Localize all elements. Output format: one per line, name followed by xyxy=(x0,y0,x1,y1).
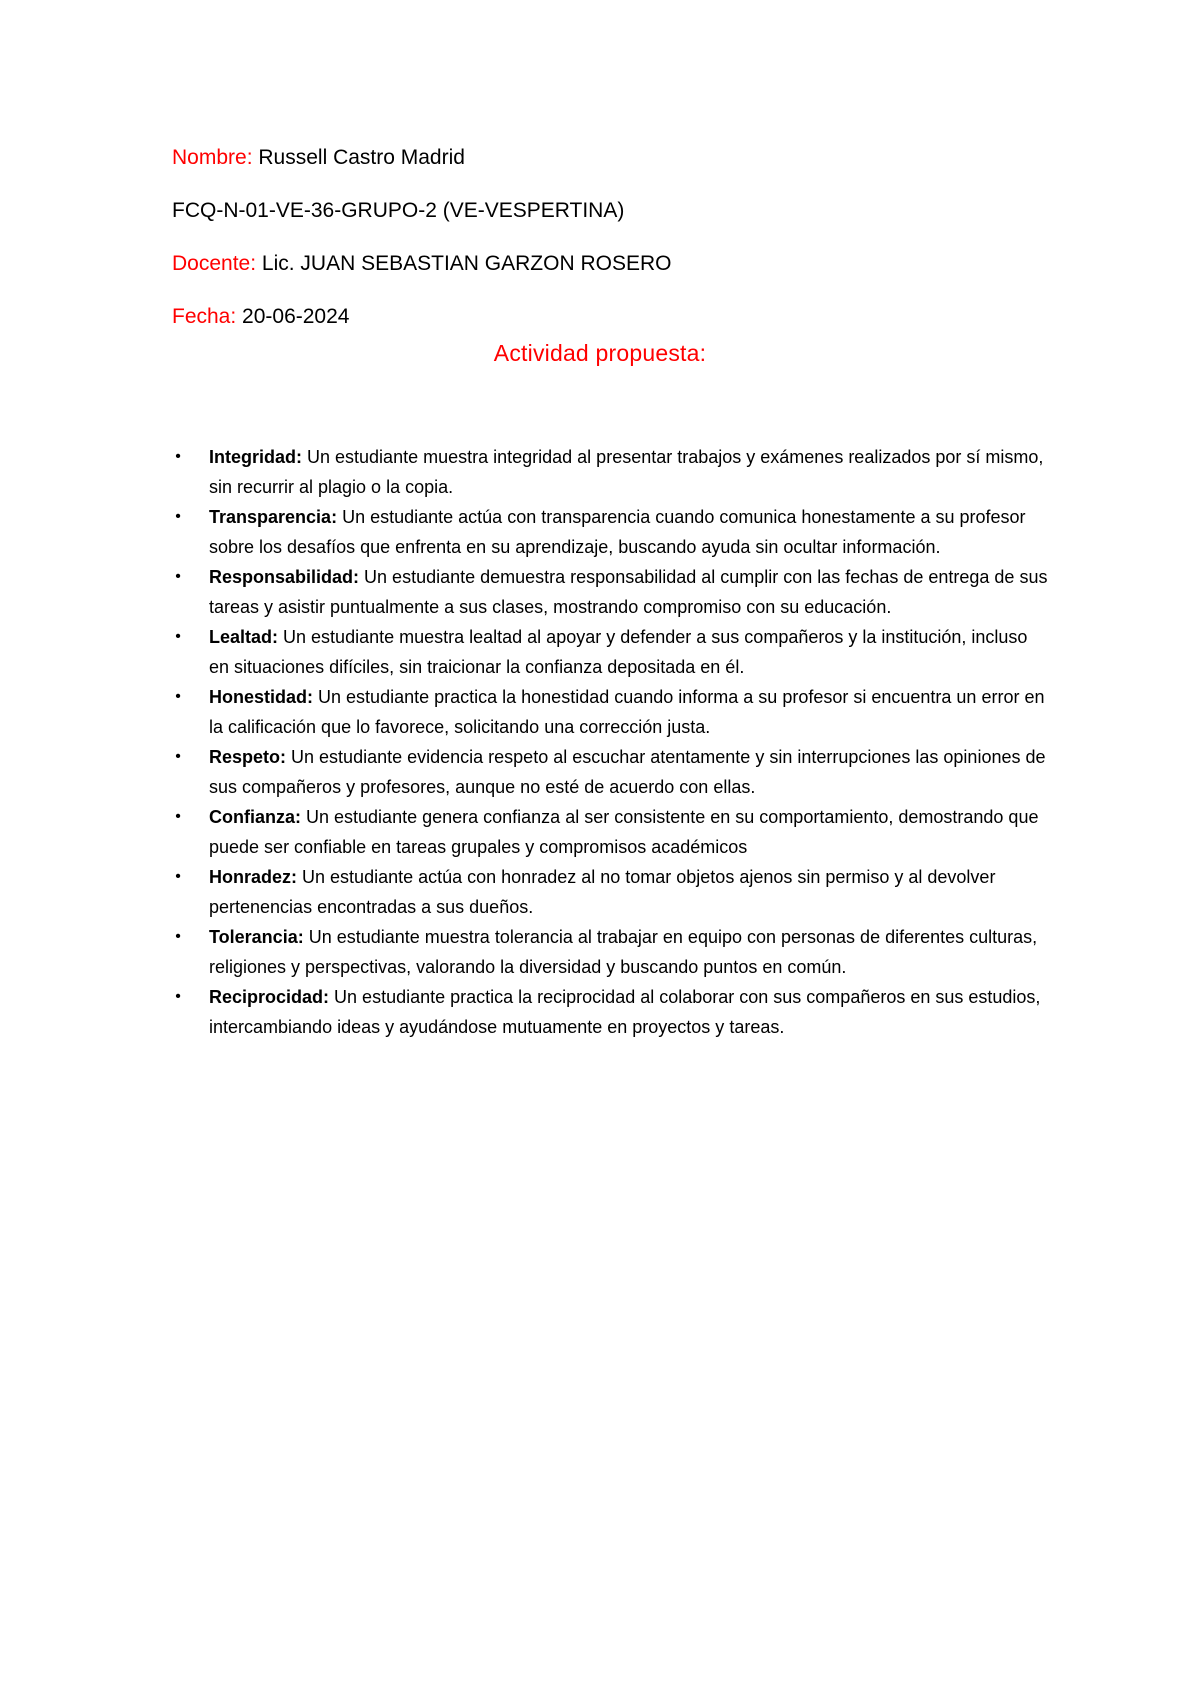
bullet-icon: • xyxy=(175,808,181,825)
item-term: Honestidad: xyxy=(209,687,314,707)
date-value: 20-06-2024 xyxy=(242,305,350,328)
document-title: Actividad propuesta: xyxy=(493,340,707,366)
date-label: Fecha: xyxy=(172,305,237,328)
bullet-icon: • xyxy=(175,868,181,885)
list-item xyxy=(172,442,1052,502)
item-text: Un estudiante evidencia respeto al escuchar atentamente y sin interrupciones las opiniones de sus compañeros y profesores, aunque no esté de acuerdo con ellas. xyxy=(209,747,1046,797)
item-term: Lealtad: xyxy=(209,627,279,647)
item-term: Reciprocidad: xyxy=(209,987,330,1007)
item-text: Un estudiante muestra integridad al presentar trabajos y exámenes realizados por sí mismo, sin recurrir al plagio o la copia. xyxy=(209,447,1044,497)
item-text: Un estudiante practica la honestidad cuando informa a su profesor si encuentra un error en la calificación que lo favorece, solicitando una corrección justa. xyxy=(209,687,1045,737)
bullet-icon: • xyxy=(175,748,181,765)
teacher-value: Lic. JUAN SEBASTIAN GARZON ROSERO xyxy=(261,252,672,275)
bullet-icon: • xyxy=(175,628,181,645)
item-text: Un estudiante practica la reciprocidad al colaborar con sus compañeros en sus estudios, intercambiando ideas y ayudándose mutuamente en proyectos y tareas. xyxy=(209,987,1041,1037)
list-item xyxy=(172,742,1052,802)
bullet-icon: • xyxy=(175,988,181,1005)
list-item xyxy=(172,982,1052,1042)
teacher-label: Docente: xyxy=(172,252,257,275)
list-item xyxy=(172,862,1052,922)
list-item xyxy=(172,922,1052,982)
list-item xyxy=(172,622,1052,682)
bullet-icon: • xyxy=(175,448,181,465)
date-line xyxy=(172,302,1052,332)
list-item xyxy=(172,562,1052,622)
item-text: Un estudiante actúa con honradez al no tomar objetos ajenos sin permiso y al devolver pertenencias encontradas a sus dueños. xyxy=(209,867,996,917)
item-text: Un estudiante genera confianza al ser consistente en su comportamiento, demostrando que puede ser confiable en tareas grupales y compromisos académicos xyxy=(209,807,1039,857)
list-item xyxy=(172,682,1052,742)
item-text: Un estudiante muestra lealtad al apoyar y defender a sus compañeros y la institución, incluso en situaciones difíciles, sin traicionar la confianza depositada en él. xyxy=(209,627,1028,677)
item-term: Integridad: xyxy=(209,447,302,467)
list-item xyxy=(172,502,1052,562)
values-list xyxy=(172,442,1052,1042)
teacher-line xyxy=(172,249,1052,279)
student-name-label: Nombre: xyxy=(172,146,253,169)
item-term: Responsabilidad: xyxy=(209,567,360,587)
group-line xyxy=(172,196,1052,226)
item-term: Transparencia: xyxy=(209,507,338,527)
item-term: Honradez: xyxy=(209,867,298,887)
student-name-value: Russell Castro Madrid xyxy=(258,146,465,169)
group-value: FCQ-N-01-VE-36-GRUPO-2 (VE-VESPERTINA) xyxy=(172,199,625,222)
item-text: Un estudiante muestra tolerancia al trabajar en equipo con personas de diferentes culturas, religiones y perspectivas, valorando la diversidad y buscando puntos en común. xyxy=(209,927,1038,977)
student-name-line xyxy=(172,143,1052,173)
bullet-icon: • xyxy=(175,928,181,945)
item-text: Un estudiante actúa con transparencia cuando comunica honestamente a su profesor sobre los desafíos que enfrenta en su aprendizaje, buscando ayuda sin ocultar información. xyxy=(209,507,1026,557)
list-item xyxy=(172,802,1052,862)
item-text: Un estudiante demuestra responsabilidad al cumplir con las fechas de entrega de sus tareas y asistir puntualmente a sus clases, mostrando compromiso con su educación. xyxy=(209,567,1048,617)
item-term: Respeto: xyxy=(209,747,287,767)
bullet-icon: • xyxy=(175,568,181,585)
bullet-icon: • xyxy=(175,688,181,705)
document-header xyxy=(172,143,1052,355)
item-term: Tolerancia: xyxy=(209,927,304,947)
item-term: Confianza: xyxy=(209,807,301,827)
bullet-icon: • xyxy=(175,508,181,525)
